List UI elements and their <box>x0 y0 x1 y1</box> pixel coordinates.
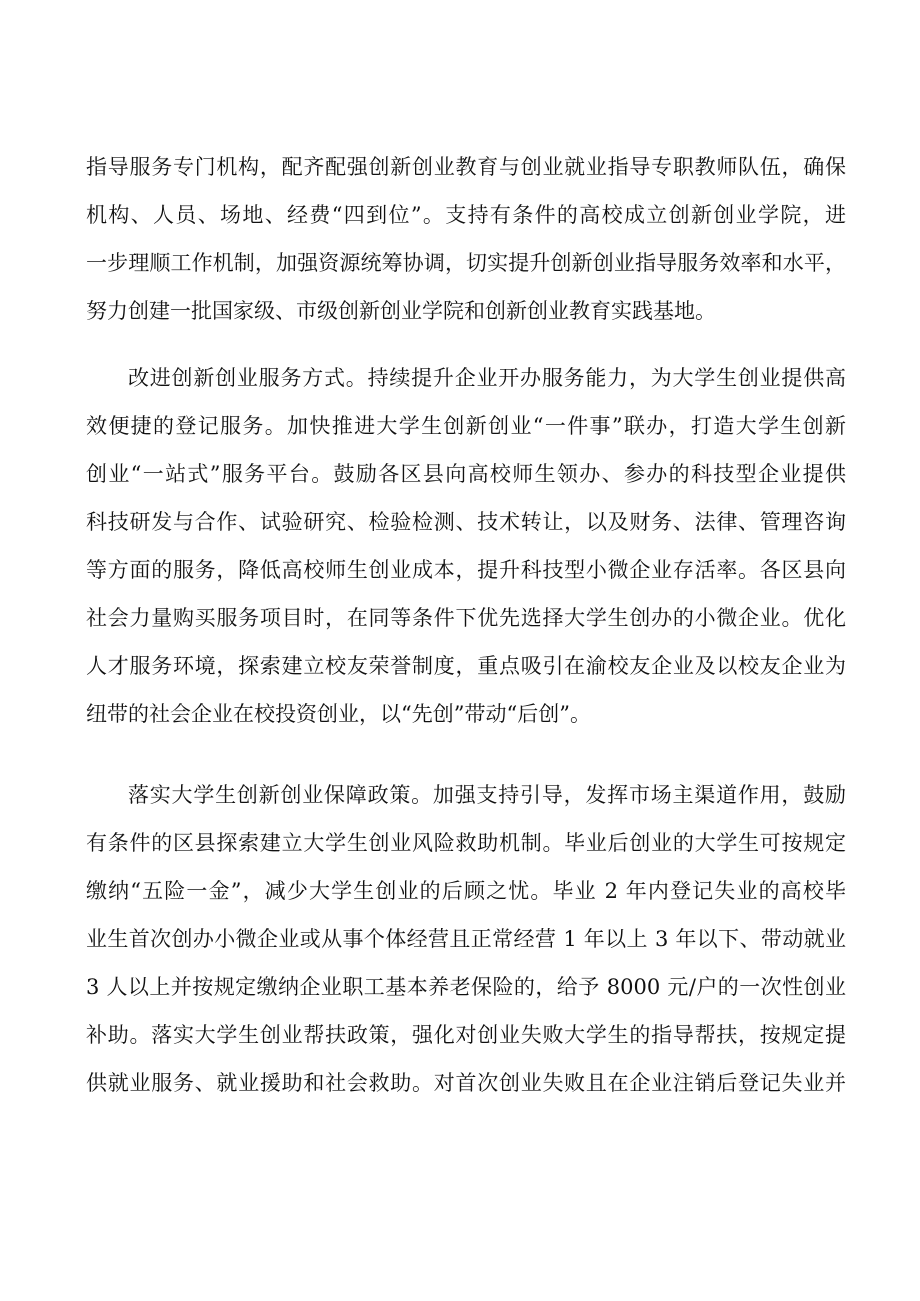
paragraph-1-line-1: 指导服务专门机构，配齐配强创新创业教育与创业就业指导专职教师队伍，确保 <box>86 155 846 179</box>
paragraph-2-line-5: 等方面的服务，降低高校师生创业成本，提升科技型小微企业存活率。各区县向 <box>86 558 846 582</box>
paragraph-2-line-7: 人才服务环境，探索建立校友荣誉制度，重点吸引在渝校友企业及以校友企业为 <box>86 654 846 678</box>
paragraph-3-line-7: 供就业服务、就业援助和社会救助。对首次创业失败且在企业注销后登记失业并 <box>86 1071 846 1095</box>
paragraph-2-line-2: 效便捷的登记服务。加快推进大学生创新创业“一件事”联办，打造大学生创新 <box>86 414 846 438</box>
paragraph-1-line-3: 一步理顺工作机制，加强资源统筹协调，切实提升创新创业指导服务效率和水平， <box>86 251 846 275</box>
paragraph-1-line-4: 努力创建一批国家级、市级创新创业学院和创新创业教育实践基地。 <box>86 299 716 323</box>
paragraph-3-line-1: 落实大学生创新创业保障政策。加强支持引导，发挥市场主渠道作用，鼓励 <box>128 783 846 807</box>
paragraph-3-line-6: 补助。落实大学生创业帮扶政策，强化对创业失败大学生的指导帮扶，按规定提 <box>86 1023 846 1047</box>
paragraph-2-line-3: 创业“一站式”服务平台。鼓励各区县向高校师生领办、参办的科技型企业提供 <box>86 462 846 486</box>
paragraph-2-line-4: 科技研发与合作、试验研究、检验检测、技术转让，以及财务、法律、管理咨询 <box>86 510 846 534</box>
paragraph-3-line-2: 有条件的区县探索建立大学生创业风险救助机制。毕业后创业的大学生可按规定 <box>86 831 846 855</box>
paragraph-2-line-1: 改进创新创业服务方式。持续提升企业开办服务能力，为大学生创业提供高 <box>128 366 846 390</box>
paragraph-2-line-8: 纽带的社会企业在校投资创业，以“先创”带动“后创”。 <box>86 702 591 726</box>
paragraph-1-line-2: 机构、人员、场地、经费“四到位”。支持有条件的高校成立创新创业学院，进 <box>86 203 846 227</box>
paragraph-2-line-6: 社会力量购买服务项目时，在同等条件下优先选择大学生创办的小微企业。优化 <box>86 606 846 630</box>
paragraph-3-line-3: 缴纳“五险一金”，减少大学生创业的后顾之忧。毕业 2 年内登记失业的高校毕 <box>86 879 846 903</box>
paragraph-3-line-5: 3 人以上并按规定缴纳企业职工基本养老保险的，给予 8000 元/户的一次性创业 <box>86 975 846 999</box>
paragraph-3-line-4: 业生首次创办小微企业或从事个体经营且正常经营 1 年以上 3 年以下、带动就业 <box>86 927 846 951</box>
